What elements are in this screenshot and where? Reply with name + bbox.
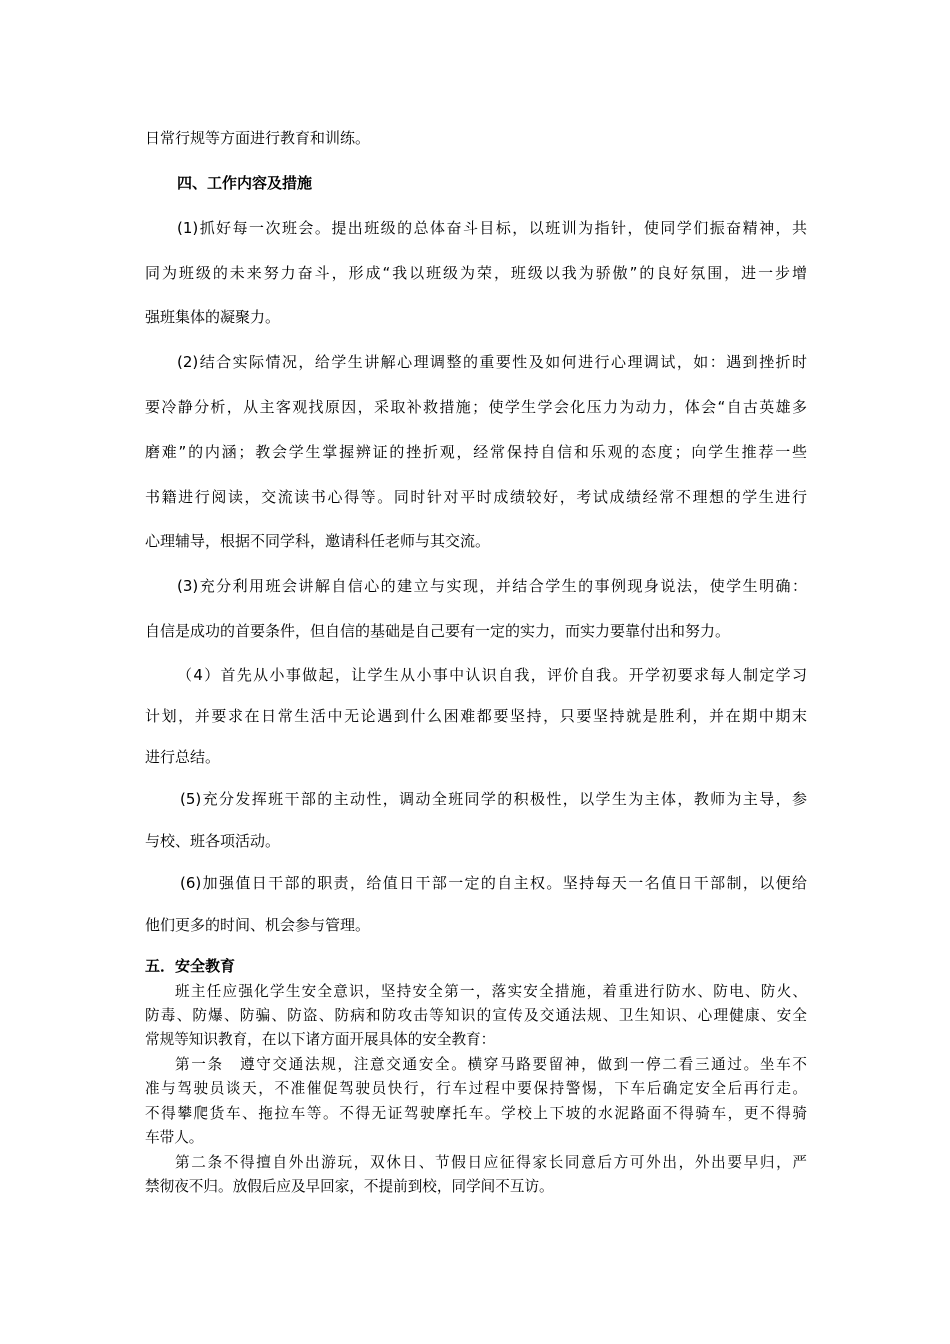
paragraph-line: (3)充分利用班会讲解自信心的建立与实现，并结合学生的事例现身说法，使学生明确： xyxy=(177,577,807,595)
paragraph-line: (5)充分发挥班干部的主动性，调动全班同学的积极性，以学生为主体，教师为主导，参 xyxy=(180,790,807,808)
paragraph-line: (6)加强值日干部的职责，给值日干部一定的自主权。坚持每天一名值日干部制，以便给 xyxy=(180,874,807,892)
text-line: 日常行规等方面进行教育和训练。 xyxy=(145,129,371,147)
paragraph-line: 防毒、防爆、防骗、防盗、防病和防攻击等知识的宣传及交通法规、卫生知识、心理健康、安全 xyxy=(145,1007,807,1024)
paragraph-line: （4）首先从小事做起，让学生从小事中认识自我，评价自我。开学初要求每人制定学习 xyxy=(177,666,807,684)
section-heading: 五．安全教育 xyxy=(145,957,236,975)
paragraph-line: 进行总结。 xyxy=(145,748,221,766)
paragraph-line: 磨难”的内涵；教会学生掌握辨证的挫折观，经常保持自信和乐观的态度；向学生推荐一些 xyxy=(145,443,807,461)
paragraph-line: 准与驾驶员谈天，不准催促驾驶员快行，行车过程中要保持警惕，下车后确定安全后再行走。 xyxy=(145,1080,807,1097)
paragraph-line: 心理辅导，根据不同学科，邀请科任老师与其交流。 xyxy=(145,532,491,550)
paragraph-line: 他们更多的时间、机会参与管理。 xyxy=(145,916,371,934)
paragraph-line: 班主任应强化学生安全意识，坚持安全第一，落实安全措施，着重进行防水、防电、防火、 xyxy=(175,983,807,1000)
paragraph-line: 计划，并要求在日常生活中无论遇到什么困难都要坚持，只要坚持就是胜利，并在期中期末 xyxy=(145,707,807,725)
paragraph-line: (1)抓好每一次班会。提出班级的总体奋斗目标，以班训为指针，使同学们振奋精神，共 xyxy=(177,219,807,237)
paragraph-line: 要冷静分析，从主客观找原因，采取补救措施；使学生学会化压力为动力，体会“自古英雄多 xyxy=(145,398,807,416)
paragraph-line: 同为班级的未来努力奋斗，形成“我以班级为荣，班级以我为骄傲”的良好氛围，进一步增 xyxy=(145,264,807,282)
paragraph-line: (2)结合实际情况，给学生讲解心理调整的重要性及如何进行心理调试，如：遇到挫折时 xyxy=(177,353,807,371)
paragraph-line: 禁彻夜不归。放假后应及早回家，不提前到校，同学间不互访。 xyxy=(145,1178,554,1195)
paragraph-line: 不得攀爬货车、拖拉车等。不得无证驾驶摩托车。学校上下坡的水泥路面不得骑车，更不得骑 xyxy=(145,1105,807,1122)
paragraph-line: 与校、班各项活动。 xyxy=(145,832,281,850)
paragraph-line: 自信是成功的首要条件，但自信的基础是自己要有一定的实力，而实力要靠付出和努力。 xyxy=(145,622,731,640)
paragraph-line: 强班集体的凝聚力。 xyxy=(145,308,281,326)
paragraph-line: 第二条不得擅自外出游玩，双休日、节假日应征得家长同意后方可外出，外出要早归，严 xyxy=(175,1154,807,1171)
paragraph-line: 车带人。 xyxy=(145,1129,204,1146)
paragraph-line: 书籍进行阅读，交流读书心得等。同时针对平时成绩较好，考试成绩经常不理想的学生进行 xyxy=(145,488,807,506)
section-heading: 四、工作内容及措施 xyxy=(177,174,313,192)
paragraph-line: 常规等知识教育，在以下诸方面开展具体的安全教育： xyxy=(145,1031,496,1048)
paragraph-line: 第一条 遵守交通法规，注意交通安全。横穿马路要留神，做到一停二看三通过。坐车不 xyxy=(175,1056,807,1073)
